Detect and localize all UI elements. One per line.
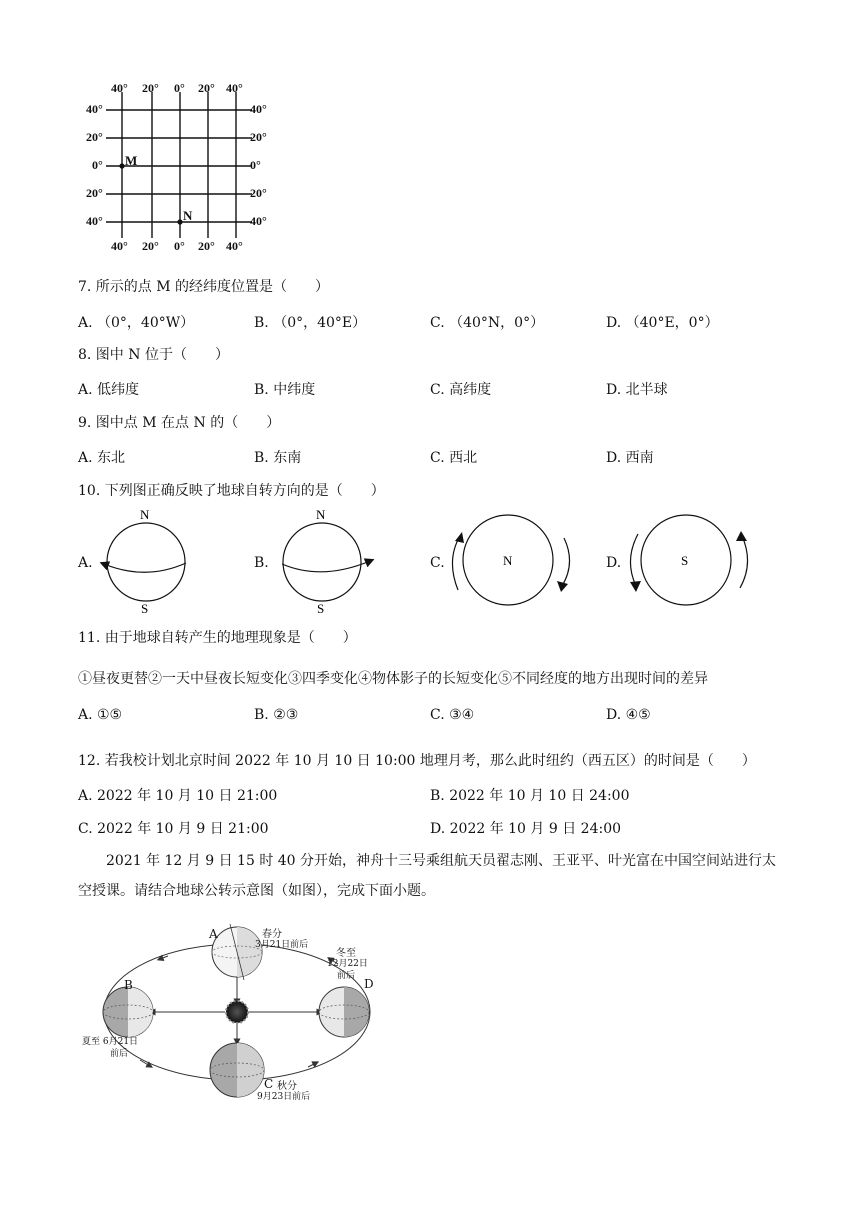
orbit-label-b-after: 前后 (110, 1049, 129, 1059)
question-11-option-c[interactable]: C. ③④ (430, 707, 475, 723)
orbit-label-d-date: 12月22日 (327, 959, 368, 969)
question-8-option-b[interactable]: B. 中纬度 (254, 382, 316, 398)
grid-top-label: 40° (111, 81, 128, 95)
north-label-b: N (316, 507, 326, 522)
passage-text: 2021 年 12 月 9 日 15 时 40 分开始，神舟十三号乘组航天员翟志刚、王亚平、叶光富在中国空间站进行太空授课。请结合地球公转示意图（如图），完成下面小题。 (78, 853, 777, 899)
rotation-diagram-a (94, 505, 198, 615)
grid-left-label: 20° (86, 186, 103, 200)
question-12-option-a[interactable]: A. 2022 年 10 月 10 日 21:00 (78, 788, 278, 804)
rotation-diagram-b (270, 505, 380, 615)
orbit-label-b-term: 夏至 6月21日 (82, 1037, 139, 1047)
south-label-d: S (681, 553, 689, 568)
question-7-option-c[interactable]: C. （40°N，0°） (430, 315, 545, 331)
grid-left-label: 40° (86, 102, 103, 116)
question-7-option-a[interactable]: A. （0°，40°W） (78, 315, 195, 331)
question-7-option-b[interactable]: B. （0°，40°E） (254, 315, 367, 331)
orbit-label-a-date: 3月21日前后 (255, 940, 309, 950)
rotation-diagram-d (624, 508, 754, 608)
question-11-option-b[interactable]: B. ②③ (254, 707, 299, 723)
grid-bottom-label: 20° (142, 239, 159, 253)
grid-bottom-label: 20° (198, 239, 215, 253)
question-8-option-c[interactable]: C. 高纬度 (430, 382, 492, 398)
north-label-c: N (503, 553, 513, 568)
question-8-stem: 8. 图中 N 位于（ ） (78, 347, 229, 363)
question-9-option-a[interactable]: A. 东北 (78, 450, 126, 466)
south-label-b: S (317, 601, 325, 615)
grid-right-label: 40° (250, 102, 267, 116)
question-9-option-b[interactable]: B. 东南 (254, 450, 302, 466)
question-8-option-a[interactable]: A. 低纬度 (78, 382, 140, 398)
question-7-option-d[interactable]: D. （40°E，0°） (606, 315, 719, 331)
grid-left-label: 20° (86, 130, 103, 144)
earth-b (103, 987, 153, 1037)
grid-left-label: 0° (92, 158, 103, 172)
grid-right-label: 20° (250, 186, 267, 200)
question-9-stem: 9. 图中点 M 在点 N 的（ ） (78, 415, 281, 431)
grid-bottom-label: 40° (111, 239, 128, 253)
point-n-label: N (183, 208, 193, 223)
grid-top-label: 40° (226, 81, 243, 95)
orbit-label-c-term: 秋分 (277, 1081, 297, 1092)
earth-d (319, 987, 369, 1037)
question-10-option-b[interactable]: B. (254, 555, 269, 571)
question-8-option-d[interactable]: D. 北半球 (606, 382, 668, 398)
question-10-stem: 10. 下列图正确反映了地球自转方向的是（ ） (78, 483, 385, 499)
point-m-dot (119, 163, 124, 168)
question-10-option-d[interactable]: D. (606, 555, 622, 571)
question-12-option-c[interactable]: C. 2022 年 10 月 9 日 21:00 (78, 821, 269, 837)
orbit-label-d-term: 冬至 (336, 948, 356, 959)
question-9-option-d[interactable]: D. 西南 (606, 450, 654, 466)
question-7-stem: 7. 所示的点 M 的经纬度位置是（ ） (78, 279, 330, 295)
passage (78, 846, 783, 906)
rotation-diagram-c (446, 508, 576, 608)
orbit-label-a-letter: A (209, 927, 218, 941)
question-11-option-a[interactable]: A. ①⑤ (78, 707, 123, 723)
grid-right-label: 20° (250, 130, 267, 144)
orbit-label-c-date: 9月23日前后 (257, 1092, 311, 1102)
question-11-option-d[interactable]: D. ④⑤ (606, 707, 651, 723)
question-11-stem: 11. 由于地球自转产生的地理现象是（ ） (78, 630, 357, 646)
question-12-option-b[interactable]: B. 2022 年 10 月 10 日 24:00 (430, 788, 630, 804)
grid-top-label: 20° (198, 81, 215, 95)
earth-a (212, 924, 262, 980)
north-label-a: N (140, 507, 150, 522)
question-10-option-c[interactable]: C. (430, 555, 445, 571)
grid-top-label: 0° (174, 81, 185, 95)
grid-right-label: 40° (250, 214, 267, 228)
orbit-label-d-after: 前后 (337, 971, 356, 981)
orbit-label-b-letter: B (124, 978, 133, 992)
question-11-items: ①昼夜更替②一天中昼夜长短变化③四季变化④物体影子的长短变化⑤不同经度的地方出现时间的差异 (78, 671, 708, 687)
orbit-label-a-term: 春分 (262, 929, 282, 940)
earth-c (210, 1043, 264, 1097)
grid-right-label: 0° (250, 158, 261, 172)
grid-left-label: 40° (86, 214, 103, 228)
grid-top-label: 20° (142, 81, 159, 95)
question-9-option-c[interactable]: C. 西北 (430, 450, 478, 466)
point-m-label: M (125, 153, 138, 168)
orbit-label-c-letter: C (264, 1077, 274, 1091)
orbit-label-d-letter: D (364, 977, 374, 991)
south-label-a: S (141, 601, 149, 615)
question-10-option-a[interactable]: A. (78, 555, 93, 571)
point-n-dot (177, 219, 182, 224)
grid-bottom-label: 0° (174, 239, 185, 253)
question-12-stem: 12. 若我校计划北京时间 2022 年 10 月 10 日 10:00 地理月考，那么此时纽约（西五区）的时间是（ ） (78, 753, 756, 769)
grid-bottom-label: 40° (226, 239, 243, 253)
question-12-option-d[interactable]: D. 2022 年 10 月 9 日 24:00 (430, 821, 622, 837)
